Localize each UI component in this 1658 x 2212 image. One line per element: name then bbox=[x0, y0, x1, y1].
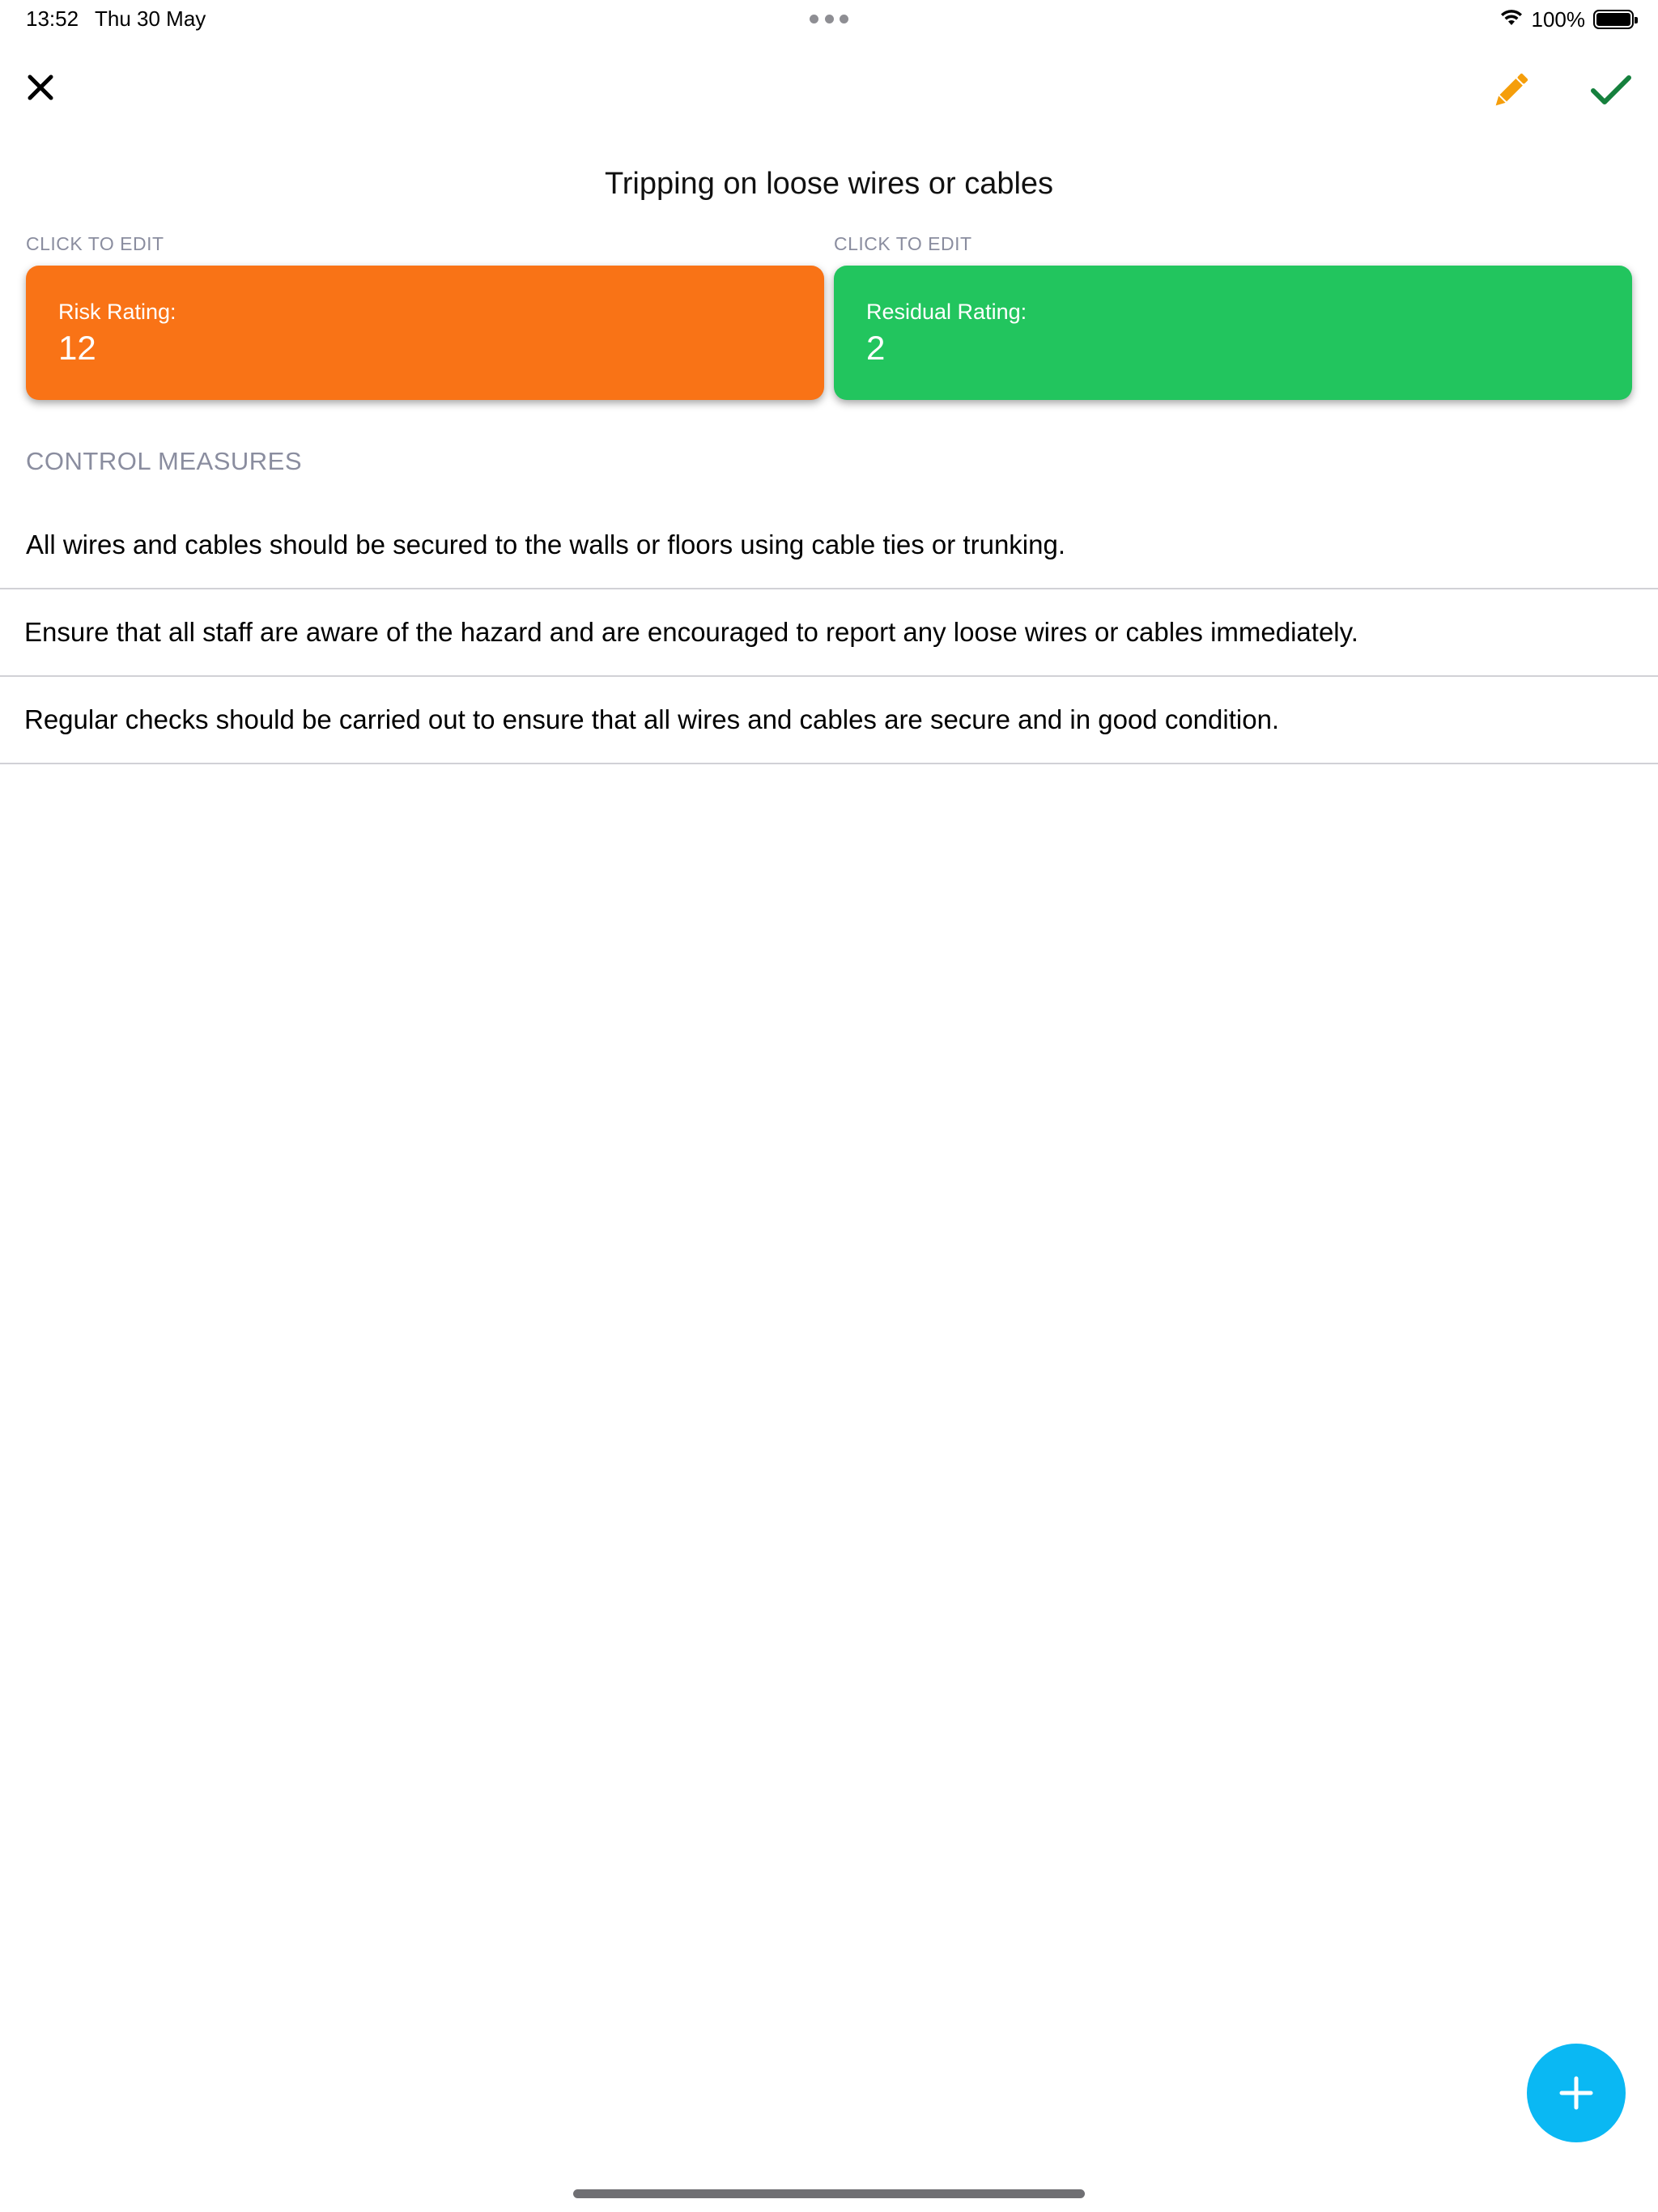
close-button[interactable] bbox=[21, 68, 60, 107]
pencil-icon bbox=[1489, 69, 1533, 113]
risk-edit-hint: CLICK TO EDIT bbox=[26, 233, 164, 254]
residual-rating-card[interactable] bbox=[834, 266, 1632, 400]
risk-rating-value: 12 bbox=[58, 329, 96, 367]
add-control-measure-button[interactable] bbox=[1527, 2044, 1626, 2142]
battery-icon bbox=[1593, 10, 1634, 29]
status-bar bbox=[0, 0, 1658, 39]
checkmark-icon bbox=[1590, 74, 1632, 107]
risk-rating-label: Risk Rating: bbox=[58, 300, 176, 324]
battery-percent: 100% bbox=[1531, 6, 1585, 32]
confirm-button[interactable] bbox=[1587, 66, 1635, 115]
wifi-icon bbox=[1499, 8, 1524, 32]
control-measure-item[interactable]: Ensure that all staff are aware of the hazard and are encouraged to report any loose wires or cables immediately. bbox=[0, 589, 1658, 677]
status-date: Thu 30 May bbox=[95, 6, 206, 31]
residual-rating-value: 2 bbox=[866, 329, 886, 367]
close-icon bbox=[27, 74, 54, 101]
multitasking-dots-icon[interactable] bbox=[810, 15, 848, 24]
control-measure-item[interactable]: Regular checks should be carried out to ensure that all wires and cables are secure and in good condition. bbox=[0, 677, 1658, 764]
plus-icon bbox=[1558, 2075, 1594, 2111]
status-indicators bbox=[1499, 6, 1635, 32]
edit-button[interactable] bbox=[1486, 66, 1535, 115]
control-measures-list bbox=[0, 502, 1658, 764]
home-indicator[interactable] bbox=[573, 2189, 1085, 2198]
residual-edit-hint: CLICK TO EDIT bbox=[834, 233, 972, 254]
control-measure-item[interactable]: All wires and cables should be secured to the walls or floors using cable ties or trunking. bbox=[0, 502, 1658, 589]
residual-rating-label: Residual Rating: bbox=[866, 300, 1027, 324]
risk-rating-card[interactable] bbox=[26, 266, 824, 400]
control-measures-header: CONTROL MEASURES bbox=[26, 447, 303, 475]
status-time: 13:52 bbox=[26, 6, 79, 31]
hazard-title: Tripping on loose wires or cables bbox=[604, 167, 1054, 201]
